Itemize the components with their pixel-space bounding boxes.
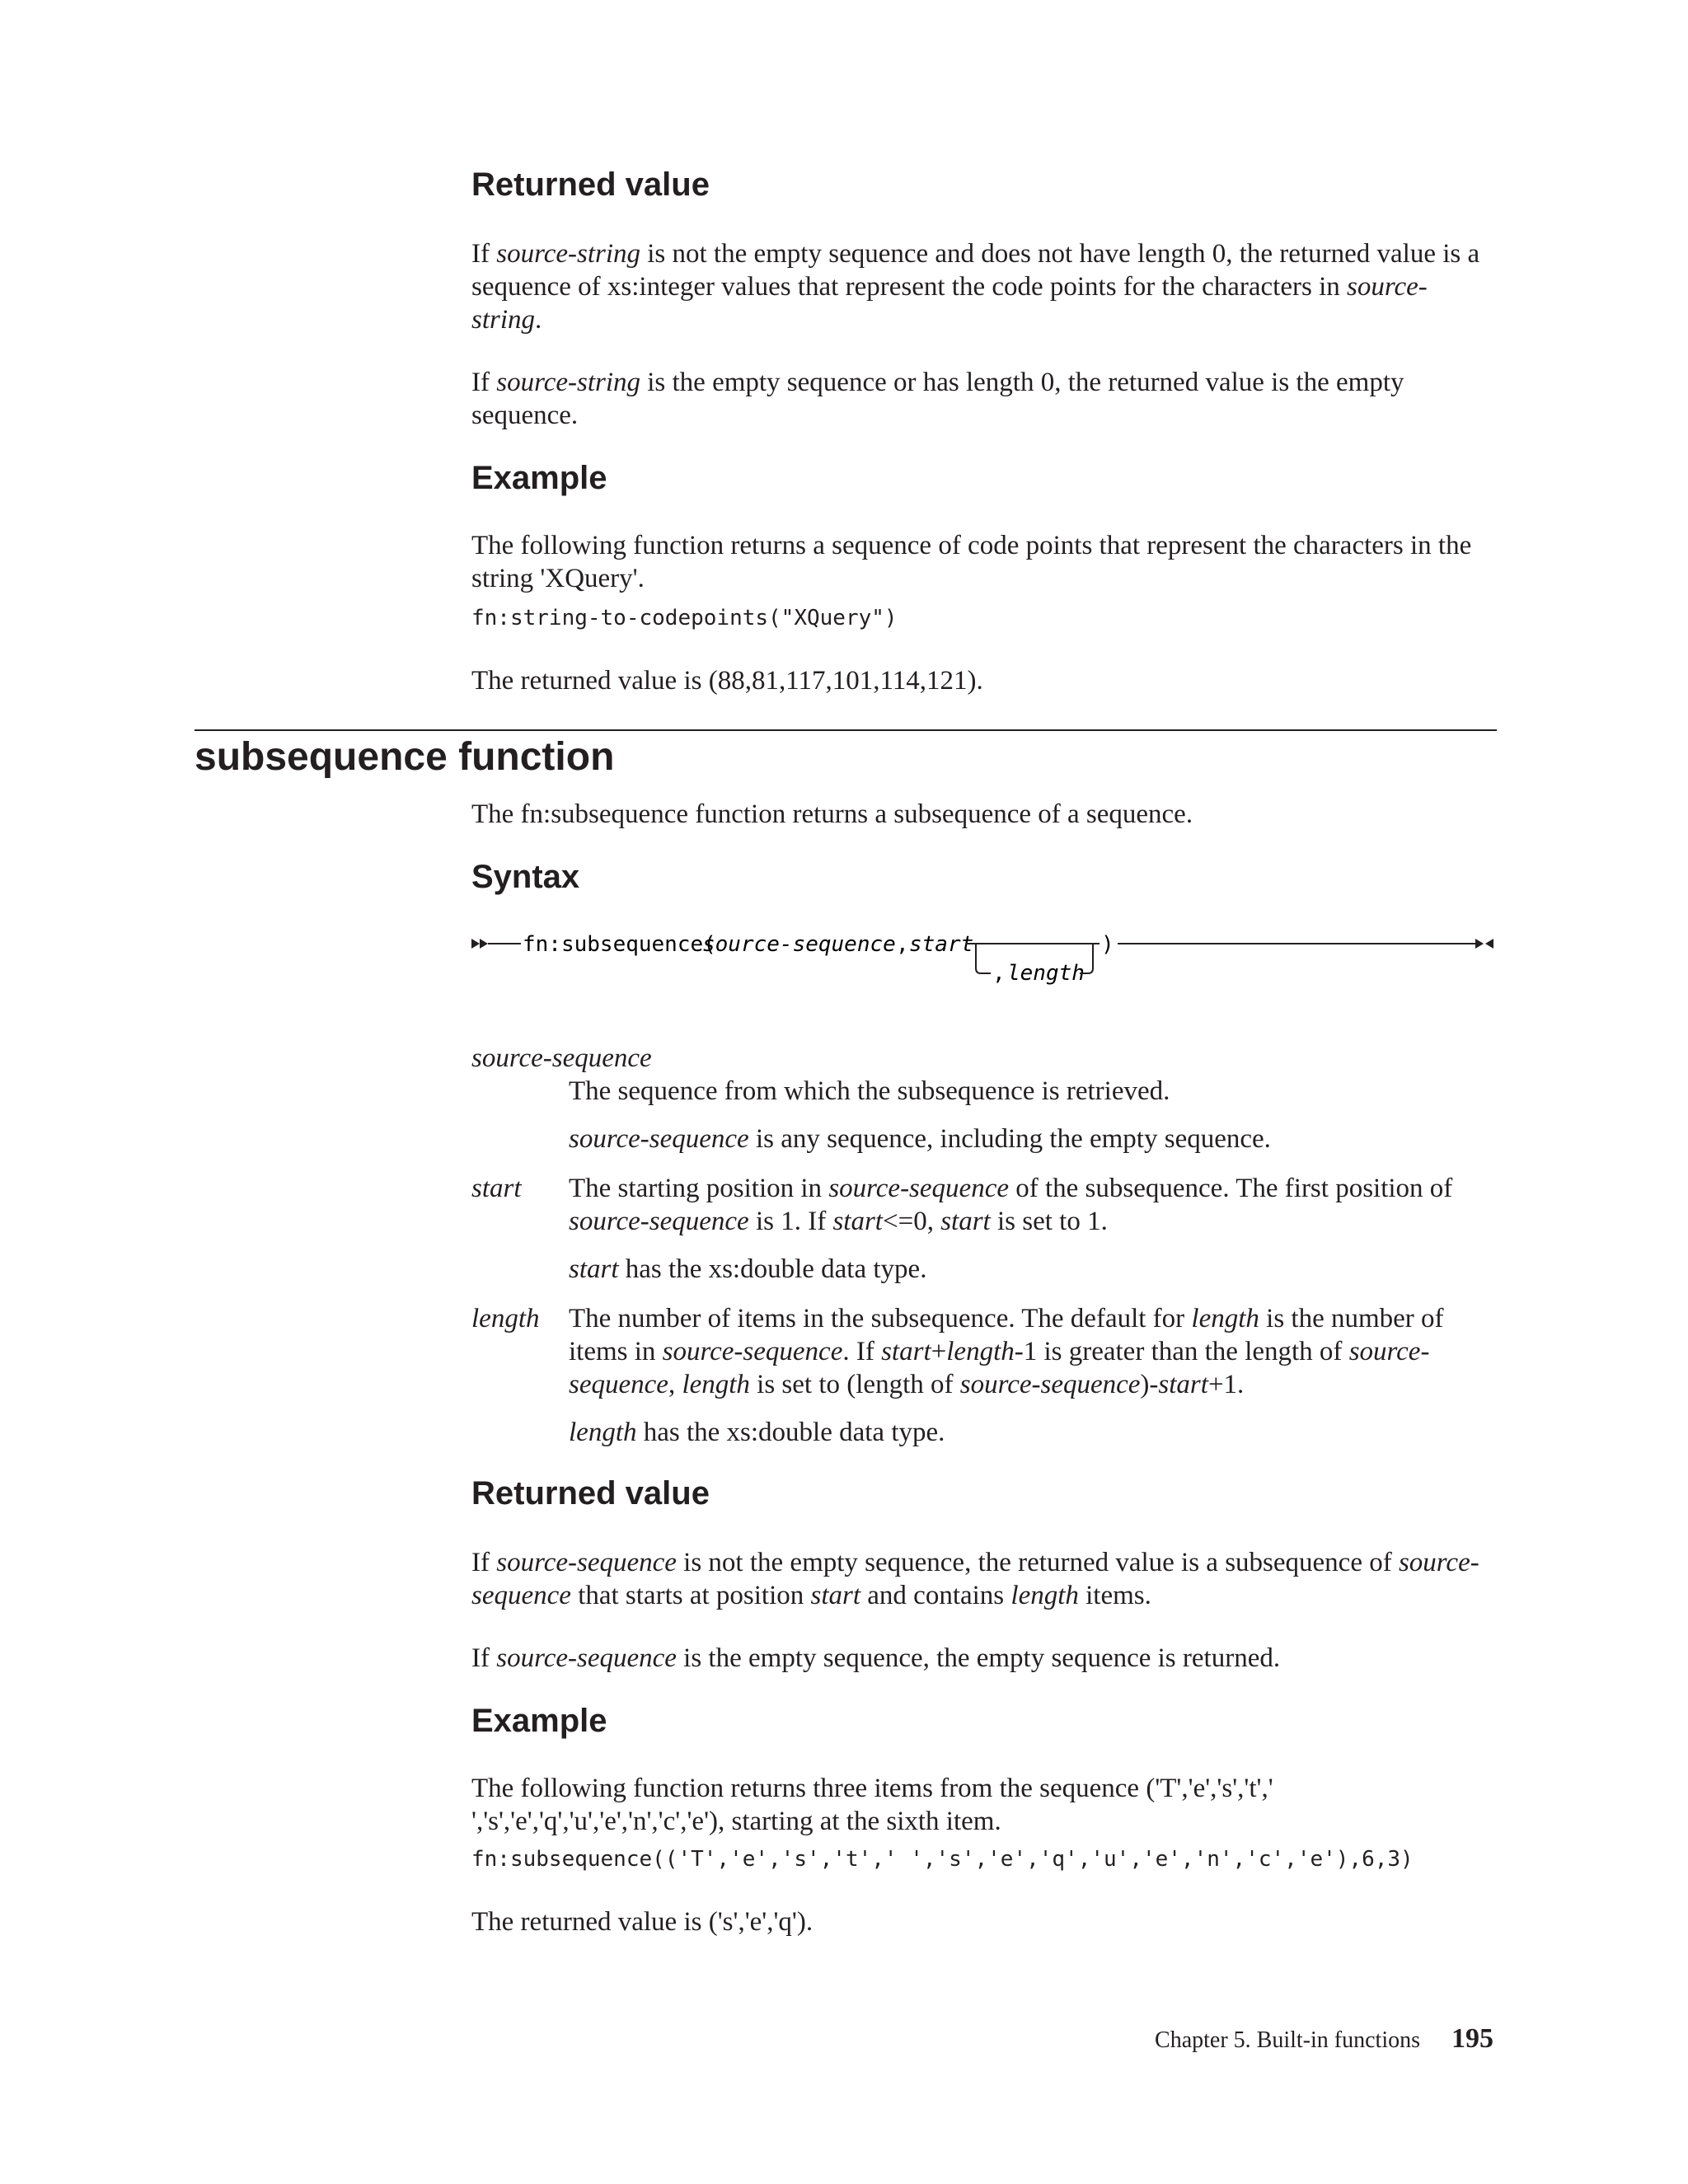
param-term-length: length <box>471 1304 540 1333</box>
example-code: fn:subsequence(('T','e','s','t',' ','s','e','q','u','e','n','c','e'),6,3) <box>471 1847 1414 1872</box>
param-desc: length has the xs:double data type. <box>569 1418 945 1447</box>
example-heading: Example <box>471 460 607 496</box>
syntax-diagram-svg <box>471 927 1493 993</box>
start-arrow-icon <box>480 939 488 949</box>
syntax-comma: , <box>896 932 909 957</box>
example-result: The returned value is (88,81,117,101,114,121). <box>471 666 983 696</box>
example-code: fn:string-to-codepoints("XQuery") <box>471 606 898 630</box>
example-para-1: The following function returns three items from the sequence ('T','e','s','t',' <box>471 1774 1273 1803</box>
example-para-1: ','s','e','q','u','e','n','c','e'), starting at the sixth item. <box>471 1807 1001 1836</box>
example-para-1: The following function returns a sequence of code points that represent the characters in the string 'XQuery'. <box>471 531 1472 593</box>
returned-value-para-2: If source-sequence is the empty sequence, the empty sequence is returned. <box>471 1643 1281 1673</box>
topic-title: subsequence function <box>195 735 615 779</box>
returned-value-heading: Returned value <box>471 1475 710 1511</box>
syntax-heading: Syntax <box>471 859 580 895</box>
term-source-string: source-string <box>496 239 640 269</box>
param-desc: source-sequence is any sequence, including the empty sequence. <box>569 1124 1271 1154</box>
example-heading: Example <box>471 1703 607 1739</box>
param-term-source-sequence: source-sequence <box>471 1043 652 1073</box>
end-arrow-icon <box>1485 939 1493 949</box>
returned-value-para-2: If source-string is the empty sequence or has length 0, the returned value is the empty sequence. <box>471 368 1404 430</box>
term-source-string: source-string <box>496 368 640 397</box>
syntax-fn: fn:subsequence( <box>523 932 716 957</box>
end-arrow-icon <box>1475 939 1484 949</box>
syntax-arg-source-sequence: source-sequence <box>702 932 896 957</box>
param-desc: The number of items in the subsequence. The default for length is the number of items in source-sequence. If start+length-1 is greater than the length of source-sequence, length is set to (length of source-sequence)-start+1. <box>569 1304 1444 1399</box>
page-footer <box>1155 2022 1493 2055</box>
param-term-start: start <box>471 1174 522 1203</box>
start-arrow-icon <box>471 939 480 949</box>
page-number: 195 <box>1451 2023 1493 2054</box>
returned-value-heading: Returned value <box>471 166 710 203</box>
param-desc: start has the xs:double data type. <box>569 1254 927 1284</box>
param-desc: The starting position in source-sequence of the subsequence. The first position of source-sequence is 1. If start<=0, start is set to 1. <box>569 1174 1453 1236</box>
syntax-close-paren: ) <box>1101 932 1114 957</box>
syntax-optional-branch <box>976 944 991 973</box>
example-result: The returned value is ('s','e','q'). <box>471 1907 814 1937</box>
syntax-diagram <box>471 927 1493 993</box>
syntax-arg-start: start <box>909 932 974 957</box>
topic-intro: The fn:subsequence function returns a subsequence of a sequence. <box>471 799 1193 829</box>
param-desc: The sequence from which the subsequence is retrieved. <box>569 1076 1170 1106</box>
returned-value-para-1: If source-sequence is not the empty sequence, the returned value is a subsequence of source-sequence that starts at position start and contains length items. <box>471 1548 1479 1610</box>
syntax-optional-comma: , <box>992 961 1006 986</box>
topic-divider <box>195 729 1497 731</box>
syntax-arg-length: length <box>1007 961 1085 986</box>
returned-value-para-1: If source-string is not the empty sequence and does not have length 0, the returned value is a sequence of xs:integer values that represent the code points for the characters in source-string. <box>471 239 1480 335</box>
term-source-string: source-string <box>471 272 1428 335</box>
footer-chapter: Chapter 5. Built-in functions <box>1155 2027 1420 2053</box>
